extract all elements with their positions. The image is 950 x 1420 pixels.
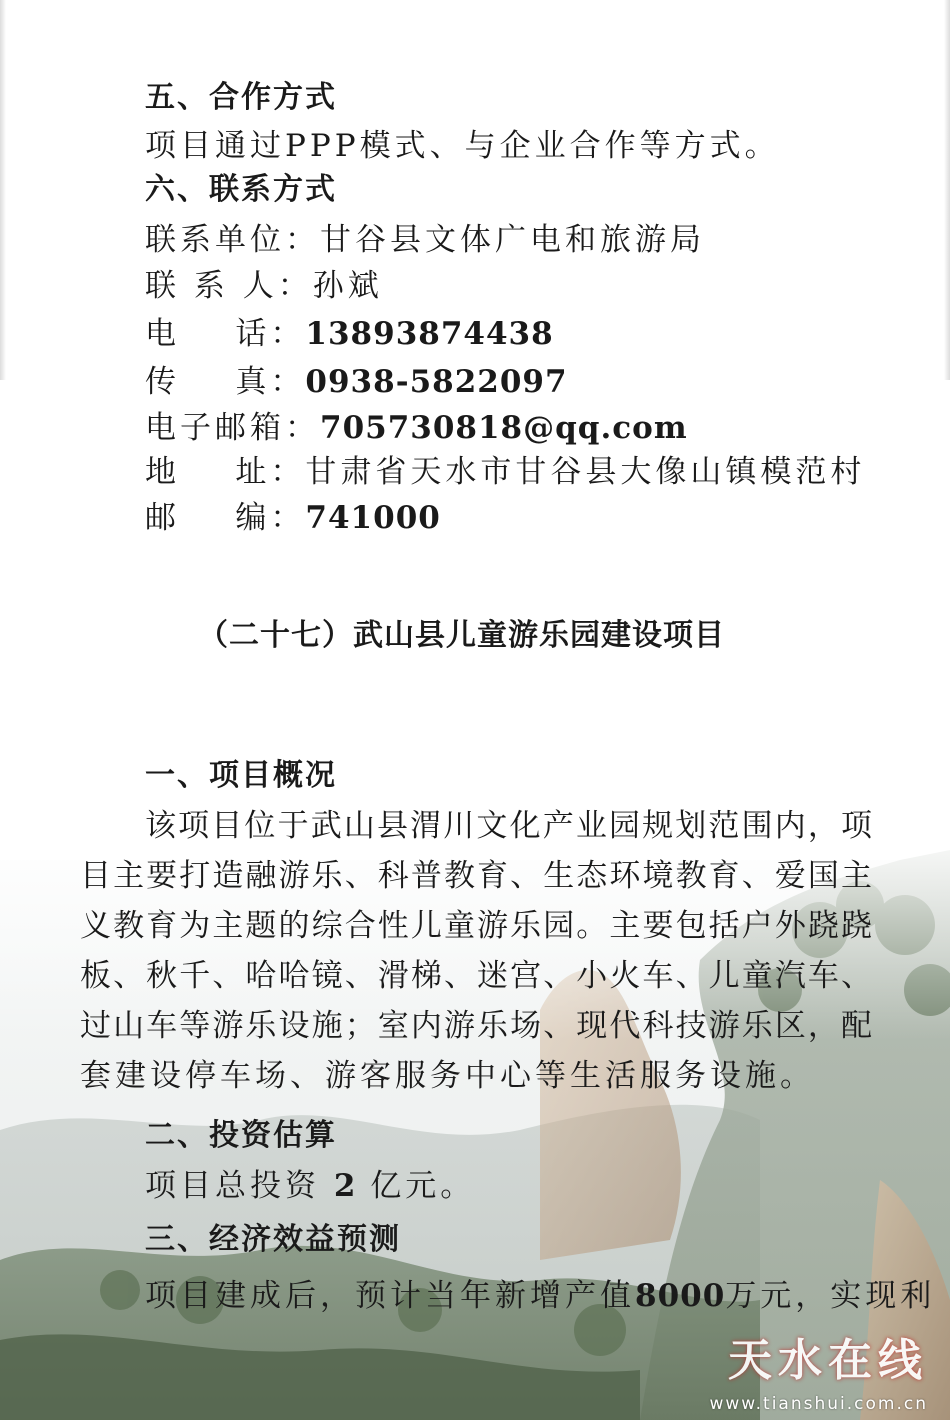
address-value: 甘肃省天水市甘谷县大像山镇模范村 <box>305 454 866 490</box>
address-label: 地 址： <box>145 454 306 490</box>
section-heading-contact: 六、联系方式 <box>145 172 337 207</box>
overview-line-2: 目主要打造融游乐、科普教育、生态环境教育、爱国主 <box>80 858 872 894</box>
phone-label: 电 话： <box>145 316 306 352</box>
contact-person-row <box>145 266 383 306</box>
postcode-row <box>145 498 441 538</box>
phone-value: 13893874438 <box>305 316 554 352</box>
fax-row <box>145 362 568 402</box>
page-edge-right <box>944 0 950 380</box>
email-value: 705730818@qq.com <box>320 410 688 446</box>
overview-line-6: 套建设停车场、游客服务中心等生活服务设施。 <box>80 1058 815 1094</box>
fax-value: 0938-5822097 <box>305 364 568 400</box>
fax-label: 传 真： <box>145 364 306 400</box>
overview-line-4: 板、秋千、哈哈镜、滑梯、迷宫、小火车、儿童汽车、 <box>80 958 872 994</box>
benefit-text-pre: 项目建成后，预计当年新增产值 <box>145 1278 635 1314</box>
investment-amount: 2 <box>333 1168 357 1204</box>
overview-line-5: 过山车等游乐设施；室内游乐场、现代科技游乐区，配 <box>80 1008 872 1044</box>
benefit-amount: 8000 <box>635 1278 726 1314</box>
overview-line-1: 该项目位于武山县渭川文化产业园规划范围内，项 <box>145 808 872 844</box>
section-heading-overview: 一、项目概况 <box>145 758 337 793</box>
section-heading-cooperation: 五、合作方式 <box>145 80 337 115</box>
section-heading-investment: 二、投资估算 <box>145 1118 337 1153</box>
project-title: （二十七）武山县儿童游乐园建设项目 <box>198 618 725 653</box>
watermark-url: www.tianshui.com.cn <box>709 1394 928 1414</box>
contact-person-value: 孙斌 <box>312 268 383 304</box>
email-row <box>145 408 688 448</box>
watermark-logo: 天水在线 <box>728 1335 928 1386</box>
contact-person-label: 联 系 人： <box>145 268 313 304</box>
page-edge-left <box>0 0 6 380</box>
cooperation-text: 项目通过PPP模式、与企业合作等方式。 <box>145 128 780 164</box>
investment-text <box>145 1166 475 1206</box>
benefit-text <box>145 1276 935 1316</box>
investment-text-post: 亿元。 <box>370 1168 476 1204</box>
postcode-value: 741000 <box>305 500 441 536</box>
benefit-text-post: 万元，实现利 <box>725 1278 936 1314</box>
email-label: 电子邮箱： <box>145 410 320 446</box>
postcode-label: 邮 编： <box>145 500 306 536</box>
contact-unit: 联系单位：甘谷县文体广电和旅游局 <box>145 222 705 258</box>
phone-row <box>145 314 554 354</box>
overview-line-3: 义教育为主题的综合性儿童游乐园。主要包括户外跷跷 <box>80 908 872 944</box>
investment-text-pre: 项目总投资 <box>145 1168 320 1204</box>
address-row <box>145 452 865 492</box>
section-heading-benefit: 三、经济效益预测 <box>145 1222 401 1257</box>
